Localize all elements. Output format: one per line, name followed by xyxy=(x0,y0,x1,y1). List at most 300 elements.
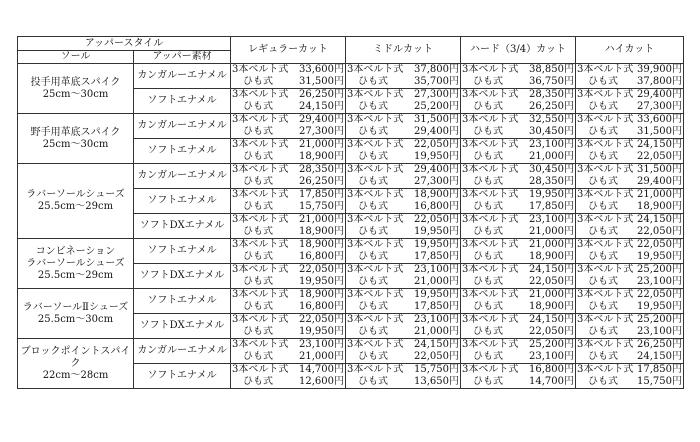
price-value: 25,200円 xyxy=(414,101,459,112)
price-cell xyxy=(461,226,576,239)
sole-label-line: ラバーソールⅡシューズ xyxy=(22,301,129,313)
price-value: 21,000円 xyxy=(299,351,344,362)
price-value: 31,500円 xyxy=(637,126,682,137)
price-cell xyxy=(231,314,346,327)
price-cell xyxy=(576,314,684,327)
fastening-type-label: ひも式 xyxy=(473,301,503,312)
price-cell-content xyxy=(462,89,574,101)
price-table xyxy=(17,36,684,389)
price-cell-content xyxy=(577,139,682,151)
price-value: 30,450円 xyxy=(529,126,574,137)
price-cell-content xyxy=(232,164,344,176)
price-cell-content xyxy=(347,326,459,338)
price-value: 27,300円 xyxy=(414,176,459,187)
price-cell-content xyxy=(577,276,682,288)
price-cell-content xyxy=(232,214,344,226)
price-value: 23,100円 xyxy=(414,264,459,275)
upper-material-cell: ソフトDXエナメル xyxy=(134,214,231,239)
price-cell-content xyxy=(232,314,344,326)
price-cell xyxy=(461,64,576,77)
price-value: 26,250円 xyxy=(299,89,344,100)
sole-label-line: 25.5cm〜29cm xyxy=(37,269,114,281)
fastening-type-label: 3本ベルト式 xyxy=(577,89,634,100)
price-value: 36,750円 xyxy=(529,76,574,87)
fastening-type-label: 3本ベルト式 xyxy=(462,114,519,125)
price-table-container xyxy=(17,36,684,389)
price-cell-content xyxy=(232,201,344,213)
price-cell-content xyxy=(232,189,344,201)
price-value: 21,000円 xyxy=(637,189,682,200)
price-value: 18,900円 xyxy=(299,289,344,300)
price-cell xyxy=(461,239,576,252)
price-cell xyxy=(231,176,346,189)
price-value: 16,800円 xyxy=(414,201,459,212)
fastening-type-label: ひも式 xyxy=(588,151,618,162)
price-value: 21,000円 xyxy=(414,326,459,337)
fastening-type-label: ひも式 xyxy=(243,201,273,212)
fastening-type-label: 3本ベルト式 xyxy=(577,114,634,125)
sole-cell xyxy=(18,64,134,114)
price-value: 17,850円 xyxy=(529,201,574,212)
fastening-type-label: ひも式 xyxy=(243,351,273,362)
price-value: 27,300円 xyxy=(299,126,344,137)
price-cell-content xyxy=(462,201,574,213)
price-value: 15,750円 xyxy=(637,376,682,387)
price-cell xyxy=(461,126,576,139)
fastening-type-label: 3本ベルト式 xyxy=(232,339,289,350)
price-cell-content xyxy=(347,201,459,213)
price-cell xyxy=(576,76,684,89)
price-cell-content xyxy=(347,339,459,351)
price-value: 19,950円 xyxy=(414,289,459,300)
fastening-type-label: 3本ベルト式 xyxy=(347,164,404,175)
price-cell-content xyxy=(347,139,459,151)
fastening-type-label: 3本ベルト式 xyxy=(577,364,634,375)
price-cell-content xyxy=(577,376,682,388)
price-cell-content xyxy=(462,326,574,338)
upper-material-cell: ソフトエナメル xyxy=(134,239,231,264)
price-cell-content xyxy=(232,301,344,313)
fastening-type-label: 3本ベルト式 xyxy=(347,264,404,275)
price-value: 18,900円 xyxy=(414,189,459,200)
price-cell xyxy=(576,226,684,239)
fastening-type-label: 3本ベルト式 xyxy=(232,214,289,225)
price-cell-content xyxy=(347,239,459,251)
price-value: 26,250円 xyxy=(529,101,574,112)
price-cell-content xyxy=(577,289,682,301)
price-value: 17,850円 xyxy=(414,251,459,262)
price-cell xyxy=(346,89,461,102)
price-cell-content xyxy=(232,89,344,101)
fastening-type-label: ひも式 xyxy=(243,76,273,87)
fastening-type-label: 3本ベルト式 xyxy=(577,314,634,325)
fastening-type-label: 3本ベルト式 xyxy=(462,264,519,275)
sole-label-line: コンビネーション xyxy=(35,245,116,257)
price-cell xyxy=(576,201,684,214)
price-value: 22,050円 xyxy=(414,351,459,362)
price-value: 24,150円 xyxy=(529,264,574,275)
price-cell xyxy=(576,339,684,352)
fastening-type-label: ひも式 xyxy=(358,126,388,137)
price-cell-content xyxy=(347,76,459,88)
price-cell xyxy=(461,251,576,264)
price-value: 18,900円 xyxy=(299,226,344,237)
price-cell xyxy=(576,214,684,227)
price-cell-content xyxy=(347,114,459,126)
price-value: 19,950円 xyxy=(637,251,682,262)
price-cell xyxy=(231,251,346,264)
price-cell xyxy=(576,164,684,177)
price-value: 19,950円 xyxy=(414,151,459,162)
price-cell xyxy=(231,189,346,202)
price-value: 21,000円 xyxy=(414,276,459,287)
price-value: 32,550円 xyxy=(529,114,574,125)
fastening-type-label: 3本ベルト式 xyxy=(462,364,519,375)
fastening-type-label: 3本ベルト式 xyxy=(577,164,634,175)
fastening-type-label: 3本ベルト式 xyxy=(347,364,404,375)
sole-cell xyxy=(18,164,134,239)
fastening-type-label: 3本ベルト式 xyxy=(232,264,289,275)
price-cell-content xyxy=(577,226,682,238)
price-cell xyxy=(346,364,461,377)
price-value: 16,800円 xyxy=(299,301,344,312)
price-cell-content xyxy=(232,101,344,113)
price-cell-content xyxy=(462,114,574,126)
table-row xyxy=(18,239,684,252)
price-cell-content xyxy=(577,64,682,76)
price-cell xyxy=(461,164,576,177)
price-cell xyxy=(346,126,461,139)
fastening-type-label: 3本ベルト式 xyxy=(462,289,519,300)
price-cell-content xyxy=(347,314,459,326)
upper-material-cell: ソフトDXエナメル xyxy=(134,264,231,289)
price-value: 28,350円 xyxy=(299,164,344,175)
price-cell xyxy=(461,351,576,364)
fastening-type-label: 3本ベルト式 xyxy=(462,89,519,100)
price-cell xyxy=(231,351,346,364)
price-value: 22,050円 xyxy=(637,239,682,250)
price-cell-content xyxy=(577,214,682,226)
fastening-type-label: ひも式 xyxy=(473,151,503,162)
price-cell-content xyxy=(232,239,344,251)
price-cell xyxy=(576,189,684,202)
price-cell xyxy=(461,176,576,189)
price-cell-content xyxy=(462,289,574,301)
price-cell xyxy=(576,151,684,164)
price-cell-content xyxy=(462,276,574,288)
price-value: 24,150円 xyxy=(637,214,682,225)
column-header-middle: ミドルカット xyxy=(346,37,461,64)
price-cell xyxy=(461,364,576,377)
fastening-type-label: 3本ベルト式 xyxy=(577,339,634,350)
price-cell-content xyxy=(577,151,682,163)
price-cell-content xyxy=(347,126,459,138)
price-cell-content xyxy=(347,189,459,201)
price-cell-content xyxy=(462,376,574,388)
price-value: 25,200円 xyxy=(637,314,682,325)
fastening-type-label: 3本ベルト式 xyxy=(232,239,289,250)
price-value: 35,700円 xyxy=(414,76,459,87)
price-value: 19,950円 xyxy=(529,189,574,200)
price-cell-content xyxy=(347,151,459,163)
price-value: 19,950円 xyxy=(299,326,344,337)
price-value: 19,950円 xyxy=(414,239,459,250)
fastening-type-label: ひも式 xyxy=(588,176,618,187)
column-header-hard: ハード（3/4）カット xyxy=(461,37,576,64)
price-value: 23,100円 xyxy=(637,276,682,287)
price-cell-content xyxy=(347,276,459,288)
price-value: 19,950円 xyxy=(299,276,344,287)
price-cell-content xyxy=(577,189,682,201)
fastening-type-label: ひも式 xyxy=(473,276,503,287)
price-cell xyxy=(346,139,461,152)
fastening-type-label: 3本ベルト式 xyxy=(577,139,634,150)
price-cell-content xyxy=(462,76,574,88)
fastening-type-label: ひも式 xyxy=(243,376,273,387)
price-cell xyxy=(576,239,684,252)
upper-material-cell: ソフトエナメル xyxy=(134,289,231,314)
price-cell xyxy=(576,376,684,389)
fastening-type-label: 3本ベルト式 xyxy=(232,114,289,125)
price-cell xyxy=(346,351,461,364)
price-cell-content xyxy=(232,76,344,88)
price-value: 27,300円 xyxy=(637,101,682,112)
price-cell-content xyxy=(577,126,682,138)
table-row xyxy=(18,339,684,352)
price-cell-content xyxy=(232,251,344,263)
fastening-type-label: 3本ベルト式 xyxy=(347,289,404,300)
fastening-type-label: ひも式 xyxy=(588,226,618,237)
fastening-type-label: ひも式 xyxy=(243,301,273,312)
price-value: 21,000円 xyxy=(529,289,574,300)
upper-material-cell: ソフトDXエナメル xyxy=(134,314,231,339)
price-cell xyxy=(461,314,576,327)
price-table-body xyxy=(18,64,684,389)
price-cell xyxy=(576,126,684,139)
price-cell-content xyxy=(462,214,574,226)
sole-label-line: 25cm〜30cm xyxy=(42,138,109,150)
fastening-type-label: ひも式 xyxy=(243,326,273,337)
price-cell xyxy=(346,251,461,264)
price-cell-content xyxy=(347,214,459,226)
price-value: 13,650円 xyxy=(414,376,459,387)
fastening-type-label: ひも式 xyxy=(588,126,618,137)
fastening-type-label: 3本ベルト式 xyxy=(577,289,634,300)
price-value: 18,900円 xyxy=(637,201,682,212)
price-value: 23,100円 xyxy=(299,339,344,350)
price-cell xyxy=(231,264,346,277)
price-value: 22,050円 xyxy=(529,326,574,337)
price-cell xyxy=(461,264,576,277)
price-cell-content xyxy=(462,264,574,276)
fastening-type-label: 3本ベルト式 xyxy=(347,64,404,75)
price-value: 24,150円 xyxy=(637,351,682,362)
price-cell xyxy=(346,76,461,89)
price-value: 12,600円 xyxy=(299,376,344,387)
price-value: 22,050円 xyxy=(529,276,574,287)
sole-cell xyxy=(18,289,134,339)
fastening-type-label: ひも式 xyxy=(588,301,618,312)
price-cell-content xyxy=(462,339,574,351)
price-cell-content xyxy=(347,364,459,376)
price-value: 31,500円 xyxy=(299,76,344,87)
price-cell-content xyxy=(232,114,344,126)
price-cell xyxy=(346,189,461,202)
price-cell xyxy=(576,64,684,77)
price-value: 22,050円 xyxy=(637,226,682,237)
fastening-type-label: ひも式 xyxy=(588,76,618,87)
fastening-type-label: 3本ベルト式 xyxy=(232,314,289,325)
price-cell xyxy=(231,139,346,152)
upper-material-cell: ソフトエナメル xyxy=(134,89,231,114)
price-cell-content xyxy=(462,251,574,263)
fastening-type-label: 3本ベルト式 xyxy=(577,239,634,250)
price-value: 24,150円 xyxy=(414,339,459,350)
price-cell-content xyxy=(577,301,682,313)
fastening-type-label: 3本ベルト式 xyxy=(232,164,289,175)
fastening-type-label: ひも式 xyxy=(243,226,273,237)
sole-label-line: 野手用革底スパイク xyxy=(30,126,121,138)
price-cell xyxy=(231,239,346,252)
fastening-type-label: 3本ベルト式 xyxy=(347,189,404,200)
sole-label-line: 22cm〜28cm xyxy=(42,369,109,381)
price-cell-content xyxy=(462,226,574,238)
price-value: 23,100円 xyxy=(637,326,682,337)
fastening-type-label: 3本ベルト式 xyxy=(462,239,519,250)
fastening-type-label: 3本ベルト式 xyxy=(347,339,404,350)
price-cell xyxy=(231,301,346,314)
price-cell-content xyxy=(462,64,574,76)
price-cell-content xyxy=(577,364,682,376)
price-value: 28,350円 xyxy=(529,89,574,100)
price-cell-content xyxy=(462,164,574,176)
price-cell-content xyxy=(232,226,344,238)
fastening-type-label: ひも式 xyxy=(473,326,503,337)
price-cell-content xyxy=(347,164,459,176)
price-value: 16,800円 xyxy=(529,364,574,375)
price-value: 21,000円 xyxy=(529,239,574,250)
price-cell xyxy=(346,239,461,252)
price-cell-content xyxy=(462,239,574,251)
price-cell xyxy=(231,89,346,102)
fastening-type-label: 3本ベルト式 xyxy=(462,139,519,150)
price-value: 39,900円 xyxy=(637,64,682,75)
price-cell xyxy=(576,89,684,102)
fastening-type-label: ひも式 xyxy=(473,176,503,187)
price-cell-content xyxy=(462,314,574,326)
price-cell xyxy=(231,326,346,339)
price-cell-content xyxy=(462,189,574,201)
price-value: 26,250円 xyxy=(299,176,344,187)
fastening-type-label: ひも式 xyxy=(358,301,388,312)
price-cell xyxy=(576,289,684,302)
price-value: 33,600円 xyxy=(299,64,344,75)
fastening-type-label: 3本ベルト式 xyxy=(347,214,404,225)
sole-label-line: 25cm〜30cm xyxy=(42,88,109,100)
price-cell-content xyxy=(577,351,682,363)
fastening-type-label: 3本ベルト式 xyxy=(347,114,404,125)
fastening-type-label: ひも式 xyxy=(243,251,273,262)
price-cell-content xyxy=(347,101,459,113)
price-value: 31,500円 xyxy=(637,164,682,175)
price-cell-content xyxy=(577,176,682,188)
fastening-type-label: ひも式 xyxy=(243,101,273,112)
fastening-type-label: 3本ベルト式 xyxy=(232,189,289,200)
price-value: 29,400円 xyxy=(637,89,682,100)
sole-label-line: ラバーソールシューズ xyxy=(26,189,125,200)
price-value: 22,050円 xyxy=(637,151,682,162)
fastening-type-label: ひも式 xyxy=(358,176,388,187)
price-cell-content xyxy=(232,364,344,376)
price-cell-content xyxy=(462,139,574,151)
price-cell xyxy=(231,114,346,127)
upper-material-cell: カンガルーエナメル xyxy=(134,164,231,189)
price-cell xyxy=(231,276,346,289)
price-cell-content xyxy=(462,364,574,376)
fastening-type-label: 3本ベルト式 xyxy=(347,139,404,150)
price-cell xyxy=(346,64,461,77)
fastening-type-label: ひも式 xyxy=(358,101,388,112)
price-cell-content xyxy=(577,164,682,176)
table-row xyxy=(18,164,684,177)
price-cell xyxy=(461,89,576,102)
price-value: 27,300円 xyxy=(414,89,459,100)
price-cell xyxy=(576,276,684,289)
price-cell xyxy=(461,376,576,389)
price-cell xyxy=(231,151,346,164)
price-value: 25,200円 xyxy=(529,339,574,350)
fastening-type-label: ひも式 xyxy=(358,351,388,362)
price-cell xyxy=(346,339,461,352)
price-value: 33,600円 xyxy=(637,114,682,125)
fastening-type-label: ひも式 xyxy=(473,126,503,137)
price-cell xyxy=(576,301,684,314)
fastening-type-label: ひも式 xyxy=(473,101,503,112)
price-cell-content xyxy=(577,201,682,213)
price-cell xyxy=(461,101,576,114)
fastening-type-label: 3本ベルト式 xyxy=(462,64,519,75)
price-cell xyxy=(346,151,461,164)
price-value: 21,000円 xyxy=(529,151,574,162)
price-cell-content xyxy=(577,89,682,101)
price-value: 23,100円 xyxy=(414,314,459,325)
upper-material-cell: カンガルーエナメル xyxy=(134,339,231,364)
price-value: 15,750円 xyxy=(299,201,344,212)
price-cell-content xyxy=(577,314,682,326)
price-cell xyxy=(231,226,346,239)
fastening-type-label: 3本ベルト式 xyxy=(577,214,634,225)
sole-label-line: ブロックポイントスパイク xyxy=(20,345,131,369)
fastening-type-label: ひも式 xyxy=(358,151,388,162)
price-cell xyxy=(231,126,346,139)
price-value: 15,750円 xyxy=(414,364,459,375)
price-value: 21,000円 xyxy=(299,139,344,150)
price-cell-content xyxy=(232,139,344,151)
fastening-type-label: 3本ベルト式 xyxy=(462,189,519,200)
price-cell-content xyxy=(462,176,574,188)
price-value: 21,000円 xyxy=(529,226,574,237)
price-value: 18,900円 xyxy=(299,151,344,162)
price-cell-content xyxy=(347,301,459,313)
fastening-type-label: ひも式 xyxy=(358,251,388,262)
price-cell xyxy=(346,164,461,177)
fastening-type-label: ひも式 xyxy=(588,351,618,362)
fastening-type-label: ひも式 xyxy=(358,226,388,237)
fastening-type-label: ひも式 xyxy=(473,76,503,87)
price-cell-content xyxy=(232,376,344,388)
price-value: 25,200円 xyxy=(637,264,682,275)
fastening-type-label: 3本ベルト式 xyxy=(577,64,634,75)
